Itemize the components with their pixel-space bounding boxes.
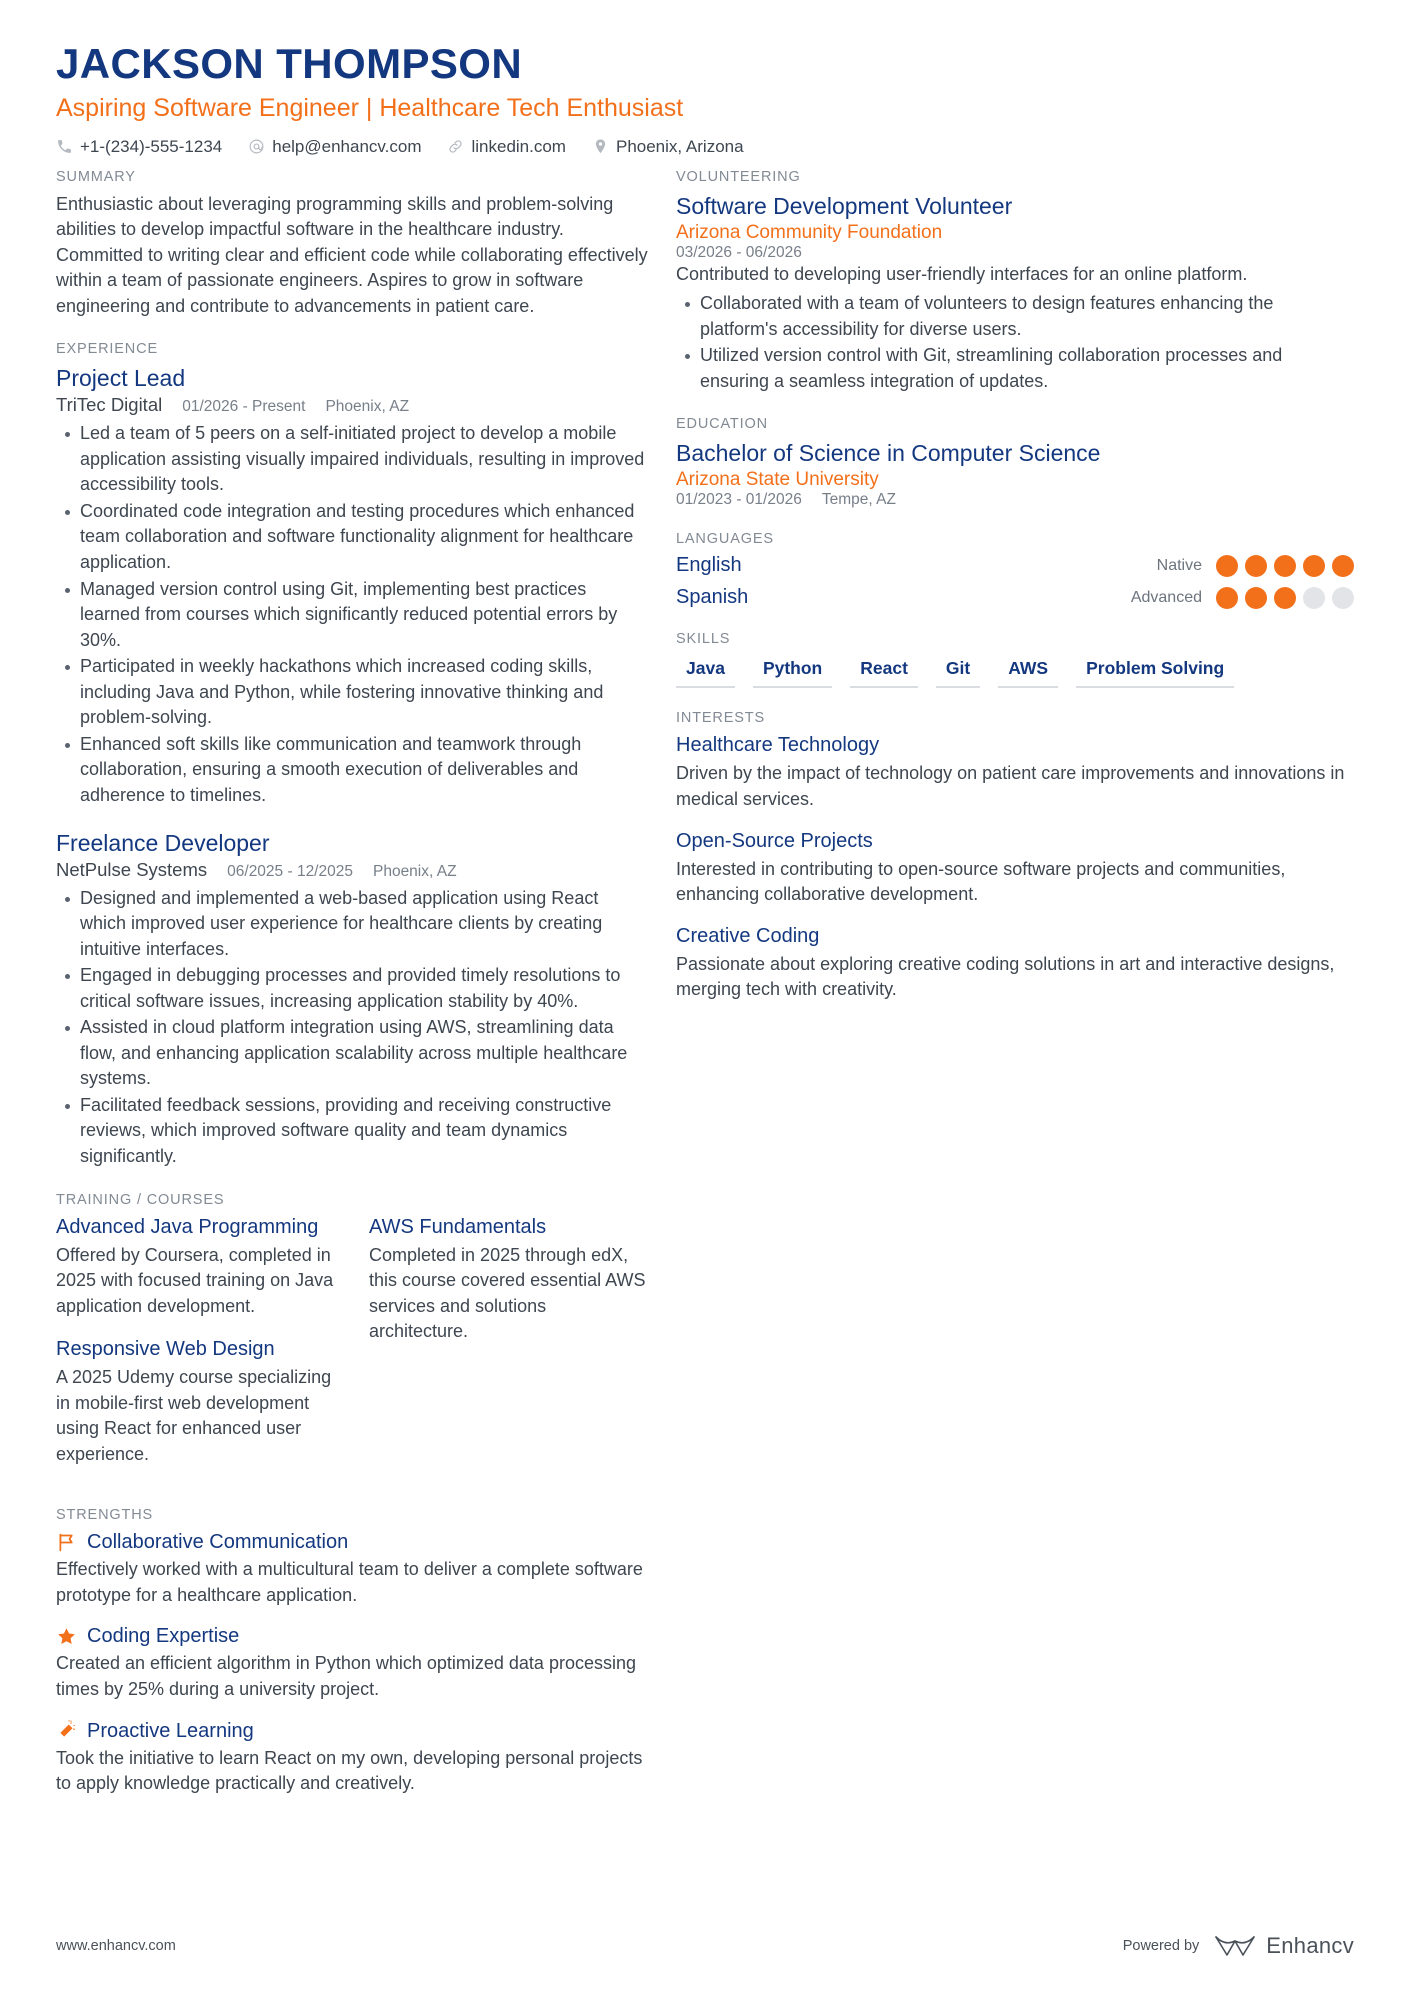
interest-description: Interested in contributing to open-source software projects and communities, enhancing collaborative development. (676, 858, 1286, 905)
course-item (56, 1215, 335, 1320)
powered-by-label: Powered by (1122, 1938, 1200, 1954)
page-footer (56, 1933, 1354, 1959)
training-column-right (369, 1215, 648, 1486)
course-description: Offered by Coursera, completed in 2025 with focused training on Java application development. (56, 1244, 334, 1316)
star-icon (56, 1626, 77, 1647)
contact-link[interactable] (447, 137, 566, 157)
training-column-left (56, 1215, 335, 1486)
contact-phone[interactable] (56, 137, 222, 157)
education-degree: Bachelor of Science in Computer Science (676, 440, 1101, 467)
strength-description: Created an efficient algorithm in Python which optimized data processing times by 25% during a university project. (56, 1653, 636, 1700)
rating-dot (1216, 587, 1238, 609)
interest-item (676, 924, 1354, 1003)
volunteering-entry (676, 192, 1354, 395)
skill-tag: AWS (998, 654, 1058, 688)
contact-location-text: Phoenix, Arizona (615, 136, 744, 156)
section-label-languages: LANGUAGES (676, 531, 774, 548)
contact-link-text: linkedin.com (471, 136, 566, 156)
section-strengths (56, 1507, 648, 1796)
experience-company: TriTec Digital (56, 394, 163, 416)
education-school: Arizona State University (676, 469, 879, 491)
education-dates: 01/2023 - 01/2026 (676, 491, 802, 509)
interest-title: Open-Source Projects (676, 829, 873, 852)
rating-dot (1332, 587, 1354, 609)
phone-icon (56, 138, 73, 155)
enhancv-mark-icon (1213, 1933, 1257, 1959)
rating-dot (1303, 587, 1325, 609)
experience-dates: 01/2026 - Present (182, 398, 306, 416)
experience-entry (56, 829, 648, 1170)
course-description: Completed in 2025 through edX, this course covered essential AWS services and solutions architecture. (369, 1244, 646, 1342)
experience-meta (56, 394, 648, 416)
course-item (369, 1215, 648, 1345)
list-item: Engaged in debugging processes and provided timely resolutions to critical software issues, increasing application stability by 40%. (80, 963, 648, 1014)
skill-tag: Problem Solving (1076, 654, 1234, 688)
resume-header (56, 42, 1354, 157)
strength-description: Took the initiative to learn React on my own, developing personal projects to apply knowledge practically and creatively. (56, 1747, 643, 1794)
skill-tag: Git (936, 654, 980, 688)
contact-email-text: help@enhancv.com (272, 136, 422, 156)
list-item: Enhanced soft skills like communication and teamwork through collaboration, ensuring a smooth execution of deliverables and adherence to timelines. (80, 732, 648, 809)
experience-company: NetPulse Systems (56, 858, 208, 880)
section-summary (56, 169, 648, 320)
list-item: Facilitated feedback sessions, providing and receiving constructive reviews, which improved software quality and team dynamics significantly. (80, 1093, 648, 1170)
list-item: Coordinated code integration and testing procedures which enhanced team collaboration and software functionality alignment for healthcare application. (80, 499, 648, 576)
interest-description: Passionate about exploring creative coding solutions in art and interactive designs, merging tech with creativity. (676, 953, 1335, 1000)
section-label-experience: EXPERIENCE (56, 341, 158, 358)
link-icon (447, 138, 464, 155)
strength-header (56, 1719, 648, 1743)
volunteering-dates: 03/2026 - 06/2026 (676, 243, 802, 261)
list-item: Utilized version control with Git, streamlining collaboration processes and ensuring a seamless integration of updates. (700, 343, 1354, 394)
interest-item (676, 829, 1354, 908)
strength-header (56, 1530, 648, 1554)
experience-meta (56, 859, 648, 881)
experience-job-title: Freelance Developer (56, 829, 270, 856)
footer-website[interactable]: www.enhancv.com (56, 1938, 176, 1954)
language-level: Native (1156, 556, 1202, 574)
strength-description: Effectively worked with a multicultural team to deliver a complete software prototype for a healthcare application. (56, 1559, 643, 1605)
section-label-volunteering: VOLUNTEERING (676, 168, 801, 185)
enhancv-wordmark: Enhancv (1266, 1933, 1354, 1958)
list-item: Led a team of 5 peers on a self-initiated project to develop a mobile application assisting visually impaired individuals, resulting in improved accessibility tools. (80, 421, 648, 498)
summary-text: Enthusiastic about leveraging programming skills and problem-solving abilities to develop impactful software in the healthcare industry. Committed to writing clear and efficient code while collaborating effectively within a team of passionate engineers. Aspires to grow in software engineering and contribute to advancements in patient care. (56, 193, 648, 316)
footer-branding (1123, 1933, 1354, 1959)
course-title: Responsive Web Design (56, 1338, 275, 1361)
education-entry (676, 439, 1354, 509)
language-level: Advanced (1130, 588, 1202, 606)
location-pin-icon (592, 138, 609, 155)
language-row (676, 554, 1354, 577)
headline: Aspiring Software Engineer | Healthcare Tech Enthusiast (56, 93, 684, 122)
list-item: Collaborated with a team of volunteers to design features enhancing the platform's accessibility for diverse users. (700, 291, 1354, 342)
volunteering-bullets (676, 291, 1354, 394)
strength-item (56, 1719, 648, 1797)
list-item: Managed version control using Git, implementing best practices learned from courses which significantly reduced potential errors by 30%. (80, 577, 648, 654)
strength-header (56, 1624, 648, 1648)
training-grid (56, 1215, 648, 1486)
section-label-training: TRAINING / COURSES (56, 1191, 225, 1208)
experience-entry (56, 364, 648, 808)
rating-dot (1274, 555, 1296, 577)
strength-title: Proactive Learning (87, 1719, 254, 1742)
section-label-strengths: STRENGTHS (56, 1507, 154, 1524)
magic-wand-icon (56, 1720, 77, 1741)
list-item: Designed and implemented a web-based application using React which improved user experience for healthcare clients by creating intuitive interfaces. (80, 886, 648, 963)
resume-columns (56, 169, 1354, 1819)
experience-location: Phoenix, AZ (372, 862, 457, 880)
experience-dates: 06/2025 - 12/2025 (227, 862, 353, 880)
section-languages (676, 531, 1354, 609)
volunteering-description: Contributed to developing user-friendly interfaces for an online platform. (676, 263, 1248, 284)
language-rating-dots (1216, 555, 1354, 577)
language-rating-dots (1216, 587, 1354, 609)
section-label-skills: SKILLS (676, 631, 731, 648)
contact-email[interactable] (248, 137, 421, 157)
strength-item (56, 1530, 648, 1608)
skill-tag: Java (676, 654, 735, 688)
section-volunteering (676, 169, 1354, 395)
interest-item (676, 733, 1354, 812)
left-column (56, 169, 676, 1819)
rating-dot (1245, 555, 1267, 577)
section-training (56, 1192, 648, 1486)
contact-location (592, 137, 744, 157)
interest-title: Creative Coding (676, 924, 820, 947)
section-interests (676, 710, 1354, 1002)
language-name: English (676, 554, 742, 577)
course-description: A 2025 Udemy course specializing in mobile-first web development using React for enhanced user experience. (56, 1367, 332, 1464)
contact-phone-text: +1-(234)-555-1234 (80, 136, 223, 156)
education-meta (676, 491, 1354, 509)
rating-dot (1216, 555, 1238, 577)
rating-dot (1245, 587, 1267, 609)
education-location: Tempe, AZ (821, 491, 896, 509)
email-icon (248, 138, 265, 155)
strength-item (56, 1624, 648, 1702)
section-label-summary: SUMMARY (56, 168, 136, 185)
course-title: Advanced Java Programming (56, 1215, 319, 1238)
right-column (676, 169, 1354, 1819)
skill-tag: React (850, 654, 918, 688)
experience-bullets (56, 421, 648, 808)
skill-tag: Python (753, 654, 832, 688)
strength-title: Collaborative Communication (87, 1531, 349, 1554)
flag-icon (56, 1532, 77, 1553)
contact-row (56, 137, 1354, 157)
experience-bullets (56, 886, 648, 1170)
language-name: Spanish (676, 586, 749, 609)
volunteering-title: Software Development Volunteer (676, 192, 1013, 219)
section-education (676, 416, 1354, 509)
section-skills (676, 631, 1354, 688)
interest-title: Healthcare Technology (676, 734, 880, 757)
language-row (676, 586, 1354, 609)
section-label-interests: INTERESTS (676, 710, 766, 727)
strength-title: Coding Expertise (87, 1625, 240, 1648)
experience-job-title: Project Lead (56, 365, 186, 392)
page-title: JACKSON THOMPSON (56, 40, 523, 87)
enhancv-logo (1213, 1933, 1354, 1959)
experience-location: Phoenix, AZ (325, 398, 410, 416)
course-title: AWS Fundamentals (369, 1215, 547, 1238)
volunteering-organization: Arizona Community Foundation (676, 221, 943, 243)
list-item: Participated in weekly hackathons which increased coding skills, including Java and Python, while fostering innovative thinking and problem-solving. (80, 654, 648, 731)
section-experience (56, 341, 648, 1169)
skills-list (676, 654, 1354, 688)
rating-dot (1274, 587, 1296, 609)
rating-dot (1303, 555, 1325, 577)
rating-dot (1332, 555, 1354, 577)
list-item: Assisted in cloud platform integration using AWS, streamlining data flow, and enhancing application scalability across multiple healthcare systems. (80, 1015, 648, 1092)
interest-description: Driven by the impact of technology on patient care improvements and innovations in medical services. (676, 763, 1345, 810)
section-label-education: EDUCATION (676, 416, 768, 433)
course-item (56, 1337, 335, 1467)
